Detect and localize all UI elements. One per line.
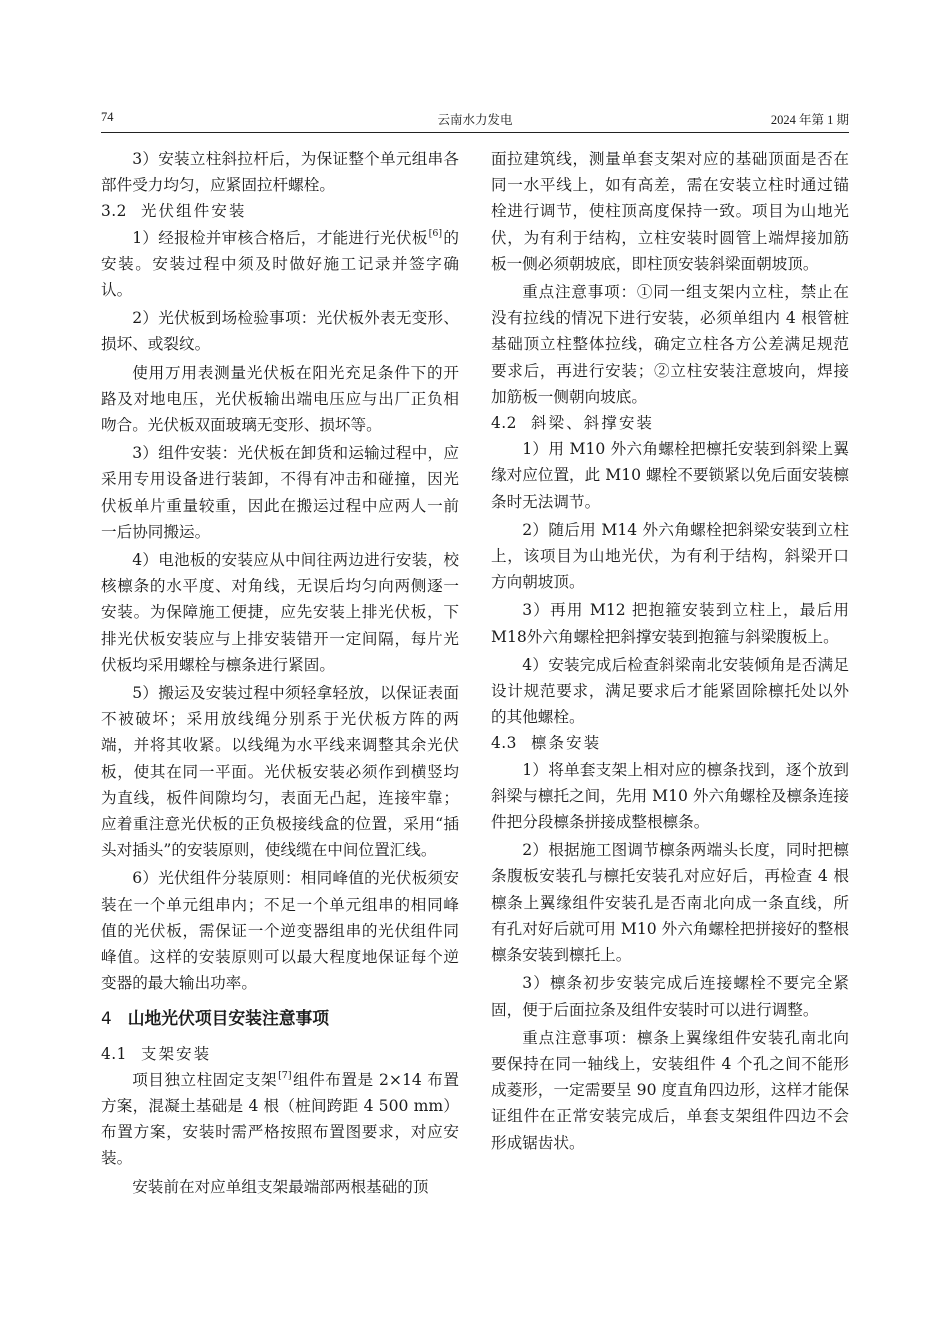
section-title: 山地光伏项目安装注意事项 [127, 1007, 330, 1028]
section-number: 4.3 [491, 734, 517, 753]
section-title: 支架安装 [140, 1044, 212, 1063]
paragraph [101, 1067, 459, 1172]
journal-title: 云南水力发电 [437, 113, 513, 127]
section-number: 4 [101, 1007, 112, 1028]
section-number: 4.2 [491, 414, 517, 433]
left-column [101, 146, 459, 1200]
paragraph: 1）用 M10 外六角螺栓把檩托安装到斜梁上翼缘对应位置，此 M10 螺栓不要锁紧以免后面安装檩条时无法调节。 [491, 440, 849, 511]
text-run: 1）经报检并审核合格后，才能进行光伏板 [132, 228, 428, 247]
section-number: 3.2 [101, 202, 127, 221]
page-number: 74 [101, 110, 114, 124]
page-header [101, 110, 849, 132]
paragraph: 重点注意事项：①同一组支架内立柱，禁止在没有拉线的情况下进行安装，必须单组内 4 根管桩基础顶立柱整体拉线，确定立柱各方公差满足规范要求后，再进行安装；②立柱安装注意坡向，焊接加筋板一侧朝向坡底。 [491, 283, 849, 406]
paragraph: 面拉建筑线，测量单套支架对应的基础顶面是否在同一水平线上，如有高差，需在安装立柱时通过锚栓进行调节，使柱顶高度保持一致。项目为山地光伏，为有利于结构，立柱安装时圆管上端焊接加筋板一侧必须朝坡底，即柱顶安装斜梁面朝坡顶。 [491, 150, 849, 273]
issue-label: 2024 年第 1 期 [770, 113, 849, 127]
section-heading-4 [101, 1005, 459, 1031]
paragraph: 2）随后用 M14 外六角螺栓把斜梁安装到立柱上，该项目为山地光伏，为有利于结构，斜梁开口方向朝坡顶。 [491, 520, 849, 592]
section-title: 光伏组件安装 [140, 202, 247, 221]
section-heading-4-2 [491, 410, 849, 436]
citation-6: [6] [428, 227, 443, 239]
paragraph: 使用万用表测量光伏板在阳光充足条件下的开路及对地电压，光伏板输出端电压应与出厂正负相吻合。光伏板双面玻璃无变形、损坏等。 [101, 363, 459, 435]
paragraph: 3）组件安装：光伏板在卸货和运输过程中，应采用专用设备进行装卸，不得有冲击和碰撞，因光伏板单片重量较重，因此在搬运过程中应两人一前一后协同搬运。 [101, 444, 459, 541]
header-rule [101, 132, 849, 133]
right-column [491, 146, 849, 1156]
paragraph: 2）根据施工图调节檩条两端头长度，同时把檩条腹板安装孔与檩托安装孔对应好后，再检查 4 根檩条上翼缘组件安装孔是否南北向成一条直线，所有孔对好后就可用 M10 外六角螺栓把拼接好的整根檩条安装到檩托上。 [491, 841, 849, 965]
text-run: 的安装。安装过程中须及时做好施工记录并签字确认。 [101, 228, 459, 300]
paragraph: 4）安装完成后检查斜梁南北安装倾角是否满足设计规范要求，满足要求后才能紧固除檩托处以外的其他螺栓。 [491, 655, 849, 727]
paragraph: 5）搬运及安装过程中须轻拿轻放，以保证表面不被破坏；采用放线绳分别系于光伏板方阵的两端，并将其收紧。以线绳为水平线来调整其余光伏板，使其在同一平面。光伏板安装必须作到横竖均为直线，板件间隙均匀，表面无凸起，连接牢靠；应着重注意光伏板的正负极接线盒的位置，采用“插头对插头”的安装原则，使线缆在中间位置汇线。 [101, 684, 459, 860]
paragraph: 4）电池板的安装应从中间往两边进行安装，校核檩条的水平度、对角线，无误后均匀向两侧逐一安装。为保障施工便捷，应先安装上排光伏板，下排光伏板安装应与上排安装错开一定间隔，每片光伏板均采用螺栓与檩条进行紧固。 [101, 551, 459, 674]
paragraph: 3）安装立柱斜拉杆后，为保证整个单元组串各部件受力均匀，应紧固拉杆螺栓。 [101, 150, 459, 195]
paragraph: 安装前在对应单组支架最端部两根基础的顶 [132, 1177, 429, 1196]
section-heading-3-2 [101, 198, 459, 224]
paragraph: 6）光伏组件分装原则：相同峰值的光伏板须安装在一个单元组串内；不足一个单元组串的相同峰值的光伏板，需保证一个逆变器组串的光伏组件同峰值。这样的安装原则可以最大程度地保证每个逆变器的最大输出功率。 [101, 869, 459, 993]
text-run: 项目独立柱固定支架 [132, 1070, 278, 1089]
section-heading-4-1 [101, 1041, 459, 1067]
paragraph: 3）檩条初步安装完成后连接螺栓不要完全紧固，便于后面拉条及组件安装时可以进行调整。 [491, 974, 849, 1019]
citation-7: [7] [278, 1069, 292, 1081]
paragraph: 1）将单套支架上相对应的檩条找到，逐个放到斜梁与檩托之间，先用 M10 外六角螺栓及檩条连接件把分段檩条拼接成整根檩条。 [491, 760, 849, 832]
paragraph: 2）光伏板到场检验事项：光伏板外表无变形、损坏、或裂纹。 [101, 309, 459, 354]
section-title: 斜梁、斜撑安装 [530, 414, 655, 433]
section-heading-4-3 [491, 730, 849, 756]
paragraph: 3）再用 M12 把抱箍安装到立柱上，最后用 M18外六角螺栓把斜撑安装到抱箍与斜梁腹板上。 [491, 601, 849, 646]
section-title: 檩条安装 [530, 734, 602, 753]
section-number: 4.1 [101, 1044, 127, 1063]
paragraph: 重点注意事项：檩条上翼缘组件安装孔南北向要保持在同一轴线上，安装组件 4 个孔之间不能形成菱形，一定需要呈 90 度直角四边形，这样才能保证组件在正常安装完成后，单套支架组件四边不会形成锯齿状。 [491, 1028, 849, 1152]
paragraph [101, 225, 459, 304]
text-run: 组件布置是 2×14 布置方案，混凝土基础是 4 根（桩间跨距 4 500 mm）布置方案，安装时需严格按照布置图要求，对应安装。 [101, 1070, 459, 1168]
